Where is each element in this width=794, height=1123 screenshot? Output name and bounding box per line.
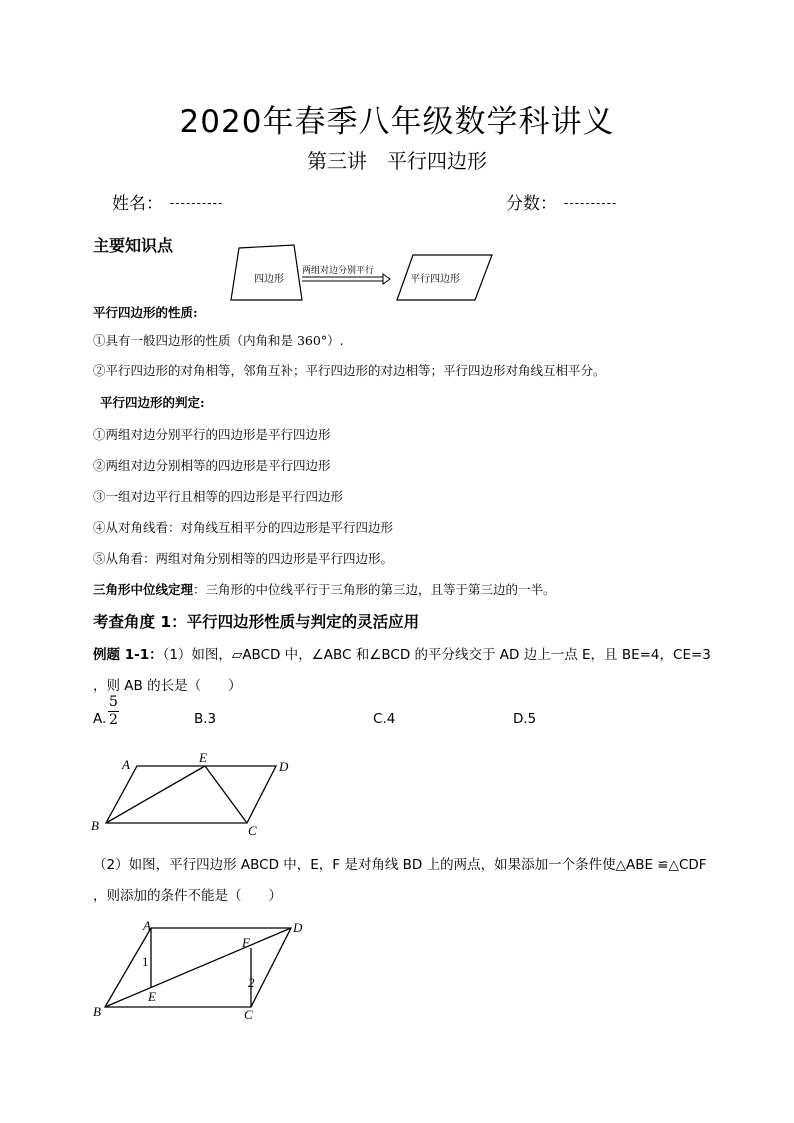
option-a-fraction xyxy=(108,694,119,729)
property-item: ①具有一般四边形的性质（内角和是 360°）. xyxy=(93,333,344,348)
point-label-d: D xyxy=(293,920,303,935)
example2-line2: ，则添加的条件不能是（ ） xyxy=(93,888,282,904)
point-label-c: C xyxy=(244,1007,253,1022)
parallelogram-label: 平行四边形 xyxy=(410,274,460,285)
option-a-denominator: 2 xyxy=(109,712,118,728)
parallelogram-figure-1 xyxy=(85,745,300,840)
point-label-c: C xyxy=(248,823,257,838)
example1-line2: ，则 AB 的长是（ ） xyxy=(93,678,242,694)
score-label: 分数： xyxy=(506,194,557,214)
point-label-a: A xyxy=(143,918,151,933)
point-label-b: B xyxy=(91,818,99,833)
criteria-item: ④从对角线看：对角线互相平分的四边形是平行四边形 xyxy=(93,520,394,535)
quadrilateral-label: 四边形 xyxy=(254,274,284,285)
page-title: 2020年春季八年级数学科讲义 xyxy=(179,104,615,140)
midline-theorem xyxy=(93,580,556,598)
point-label-e: E xyxy=(199,750,207,765)
point-label-d: D xyxy=(279,759,289,774)
midline-text: ：三角形的中位线平行于三角形的第三边，且等于第三边的一半。 xyxy=(193,582,556,597)
name-blank[interactable]: ---------- xyxy=(170,196,224,210)
knowledge-heading: 主要知识点 xyxy=(93,236,174,255)
option-a-prefix: A. xyxy=(93,711,107,727)
parallelogram-figure-2 xyxy=(88,915,318,1025)
criteria-item: ①两组对边分别平行的四边形是平行四边形 xyxy=(93,427,331,442)
midline-label: 三角形中位线定理 xyxy=(93,582,194,597)
lecture-number: 第三讲 xyxy=(307,149,367,173)
example1-line1 xyxy=(93,643,711,663)
option-d: D.5 xyxy=(513,711,537,727)
score-blank[interactable]: ---------- xyxy=(564,196,618,210)
diagonal-bd xyxy=(105,928,291,1007)
example1-question: （1）如图，▱ABCD 中，∠ABC 和∠BCD 的平分线交于 AD 边上一点 E，且 BE=4，CE=3 xyxy=(162,647,711,663)
lecture-subtitle xyxy=(0,145,794,174)
option-c: C.4 xyxy=(373,711,396,727)
criteria-item: ②两组对边分别相等的四边形是平行四边形 xyxy=(93,458,331,473)
lecture-topic: 平行四边形 xyxy=(387,149,487,173)
segment-ec xyxy=(205,766,247,823)
option-a-numerator: 5 xyxy=(109,694,118,710)
properties-heading: 平行四边形的性质: xyxy=(93,305,198,320)
criteria-heading: 平行四边形的判定: xyxy=(100,395,205,410)
arrow-label: 两组对边分别平行 xyxy=(302,266,375,276)
criteria-item: ③一组对边平行且相等的四边形是平行四边形 xyxy=(93,489,344,504)
example2-line1: （2）如图，平行四边形 ABCD 中，E，F 是对角线 BD 上的两点，如果添加一个条件使△ABE ≌△CDF xyxy=(93,857,707,873)
point-label-f: F xyxy=(242,935,250,950)
angle-label-2: 2 xyxy=(248,975,255,990)
point-label-e: E xyxy=(148,989,156,1004)
name-label: 姓名： xyxy=(112,194,163,214)
criteria-item: ⑤从角看：两组对角分别相等的四边形是平行四边形。 xyxy=(93,551,394,566)
property-item: ②平行四边形的对角相等，邻角互补；平行四边形的对边相等；平行四边形对角线互相平分。 xyxy=(93,363,606,378)
point-label-b: B xyxy=(93,1004,101,1019)
section-heading: 考查角度 1：平行四边形性质与判定的灵活应用 xyxy=(93,613,420,631)
angle-label-1: 1 xyxy=(142,954,149,969)
point-label-a: A xyxy=(122,757,130,772)
example1-label: 例题 1-1： xyxy=(93,647,163,663)
option-b: B.3 xyxy=(194,711,217,727)
